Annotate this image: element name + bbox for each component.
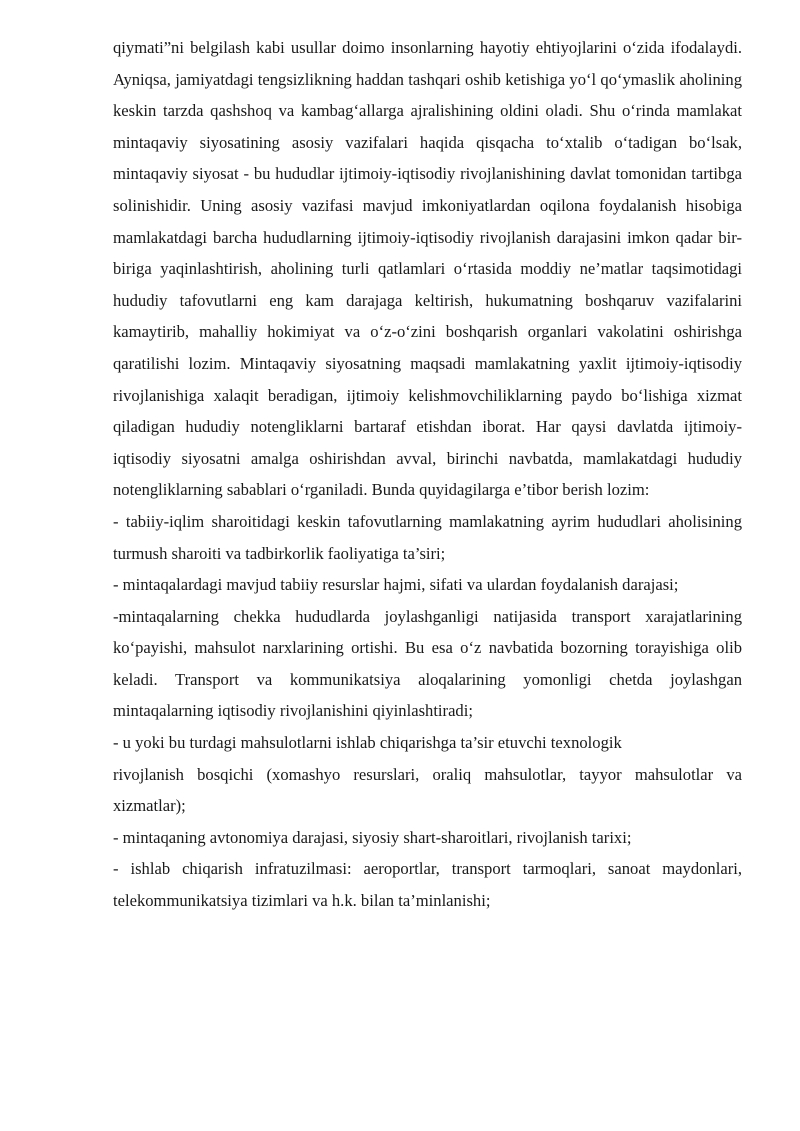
list-item-resources: - mintaqalardagi mavjud tabiiy resurslar hajmi, sifati va ulardan foydalanish darajasi; [113,575,679,595]
list-item-remoteness: -mintaqalarning chekka hududlarda joylashganligi natijasida transport xarajatlarining ko‘payishi, mahsulot narxlarining ortishi. Bu esa o‘z navbatida bozorning torayishiga olib keladi. Transport va kommunikatsiya aloqalarining yomonligi chetda joylashgan mintaqalarning iqtisodiy rivojlanishini qiyinlashtiradi; [113,606,742,721]
list-item-technology-continued: rivojlanish bosqichi (xomashyo resurslari, oraliq mahsulotlar, tayyor mahsulotlar va xizmatlar); [113,764,742,816]
list-item-autonomy: - mintaqaning avtonomiya darajasi, siyosiy shart-sharoitlari, rivojlanish tarixi; [113,827,632,847]
paragraph-regional-policy: qiymati”ni belgilash kabi usullar doimo insonlarning hayotiy ehtiyojlarini o‘zida ifodalaydi. Ayniqsa, jamiyatdagi tengsizlikning haddan tashqari oshib ketishiga yo‘l qo‘ymaslik aholining keskin tarzda qashshoq va kambag‘allarga ajralishining oldini oladi. Shu o‘rinda mamlakat mintaqaviy siyosatining asosiy vazifalari haqida qisqacha to‘xtalib o‘tadigan bo‘lsak, mintaqaviy siyosat - bu hududlar ijtimoiy-iqtisodiy rivojlanishining davlat tomonidan tartibga solinishidir. Uning asosiy vazifasi mavjud imkoniyatlardan oqilona foydalanish hisobiga mamlakatdagi barcha hududlarning ijtimoiy-iqtisodiy rivojlanish darajasini imkon qadar bir-biriga yaqinlashtirish, aholining turli qatlamlari o‘rtasida moddiy ne’matlar taqsimotidagi hududiy tafovutlarni eng kam darajaga keltirish, hukumatning boshqaruv vazifalarini kamaytirib, mahalliy hokimiyat va o‘z-o‘zini boshqarish organlari vakolatini oshirishga qaratilishi lozim. Mintaqaviy siyosatning maqsadi mamlakatning yaxlit ijtimoiy-iqtisodiy rivojlanishiga xalaqit beradigan, ijtimoiy kelishmovchiliklarning paydo bo‘lishiga xizmat qiladigan hududiy notengliklarni bartaraf etishdan iborat. Har qaysi davlatda ijtimoiy- iqtisodiy siyosatni amalga oshirishdan avval, birinchi navbatda, mamlakatdagi hududiy notengliklarning sabablari o‘rganiladi. Bunda quyidagilarga e’tibor berish lozim: [113,38,742,500]
list-item-infrastructure: - ishlab chiqarish infratuzilmasi: aeroportlar, transport tarmoqlari, sanoat maydonlari, telekommunikatsiya tizimlari va h.k. bilan ta’minlanishi; [113,859,742,911]
list-item-climate: - tabiiy-iqlim sharoitidagi keskin tafovutlarning mamlakatning ayrim hududlari aholisining turmush sharoiti va tadbirkorlik faoliyatiga ta’siri; [113,511,742,563]
document-page [113,32,742,917]
list-item-technology: - u yoki bu turdagi mahsulotlarni ishlab chiqarishga ta’sir etuvchi texnologik [113,733,622,753]
